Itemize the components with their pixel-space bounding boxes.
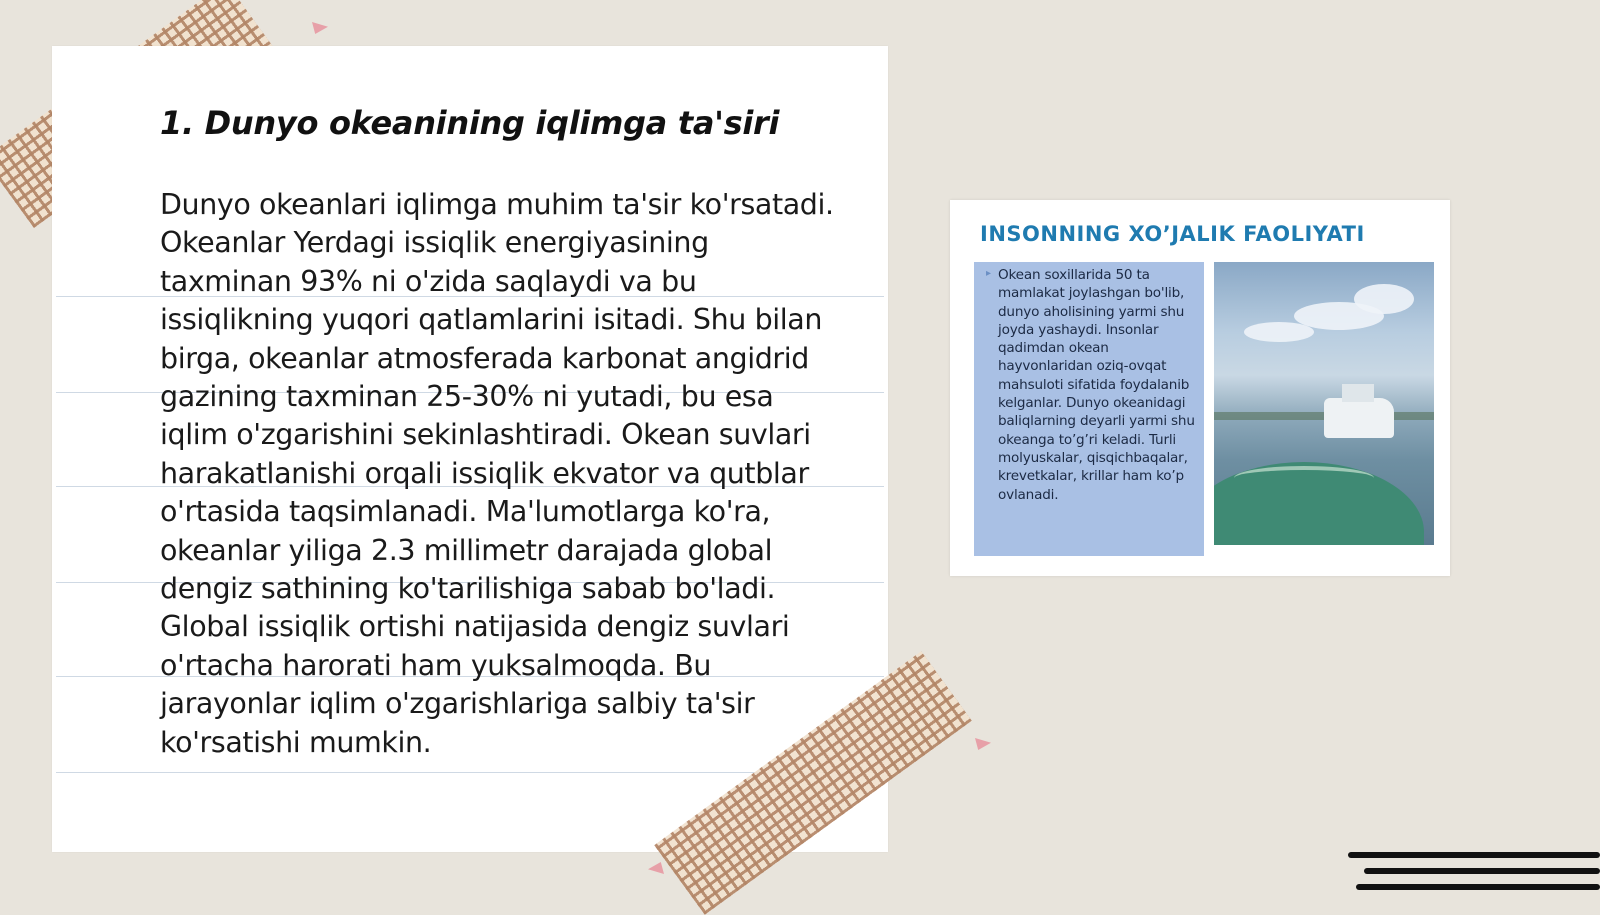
embedded-slide-image [950,200,1450,576]
decorative-stroke [1356,884,1600,890]
tape-tip-decoration [648,862,664,874]
ship-deck [1342,384,1374,402]
tape-tip-decoration [975,738,991,750]
boat-rim [1234,466,1374,490]
body-paragraph: Dunyo okeanlari iqlimga muhim ta'sir ko'rsatadi. Okeanlar Yerdagi issiqlik energiyasining taxminan 93% ni o'zida saqlaydi va bu issiqlikning yuqori qatlamlarini isitadi. Shu bilan birga, okeanlar atmosferada karbonat angidrid gazining taxminan 25-30% ni yutadi, bu esa iqlim o'zgarishini sekinlashtiradi. Okean suvlari harakatlanishi orqali issiqlik ekvator va qutblar o'rtasida taqsimlanadi. Ma'lumotlarga ko'ra, okeanlar yiliga 2.3 millimetr darajada global dengiz sathining ko'tarilishiga sabab bo'ladi. Global issiqlik ortishi natijasida dengiz suvlari o'rtacha harorati ham yuksalmoqda. Bu jarayonlar iqlim o'zgarishlariga salbiy ta'sir ko'rsatishi mumkin. [160,188,834,759]
slide-title: INSONNING XO’JALIK FAOLIYATI [980,222,1365,246]
ship-icon [1324,398,1394,438]
cloud-shape [1354,284,1414,314]
bullet-icon: ▸ [986,268,992,279]
decorative-stroke [1348,852,1600,858]
page-title: 1. Dunyo okeanining iqlimga ta'siri [160,104,780,142]
slide-text: Okean soxillarida 50 ta mamlakat joylashgan bo'lib, dunyo aholisining yarmi shu joyda yashaydi. Insonlar qadimdan okean hayvonlaridan oziq-ovqat mahsuloti sifatida foydalanib kelganlar. Dunyo okeanidagi baliqlarning deyarli yarmi shu okeanga to’g’ri keladi. Turli molyuskalar, qisqichbaqalar, krevetkalar, krillar ham ko’p ovlanadi. [998,267,1195,503]
cloud-shape [1244,322,1314,342]
slide-text-box [974,262,1204,556]
ship-at-sea-photo [1214,262,1434,545]
tape-tip-decoration [312,22,328,34]
decorative-stroke [1364,868,1600,874]
